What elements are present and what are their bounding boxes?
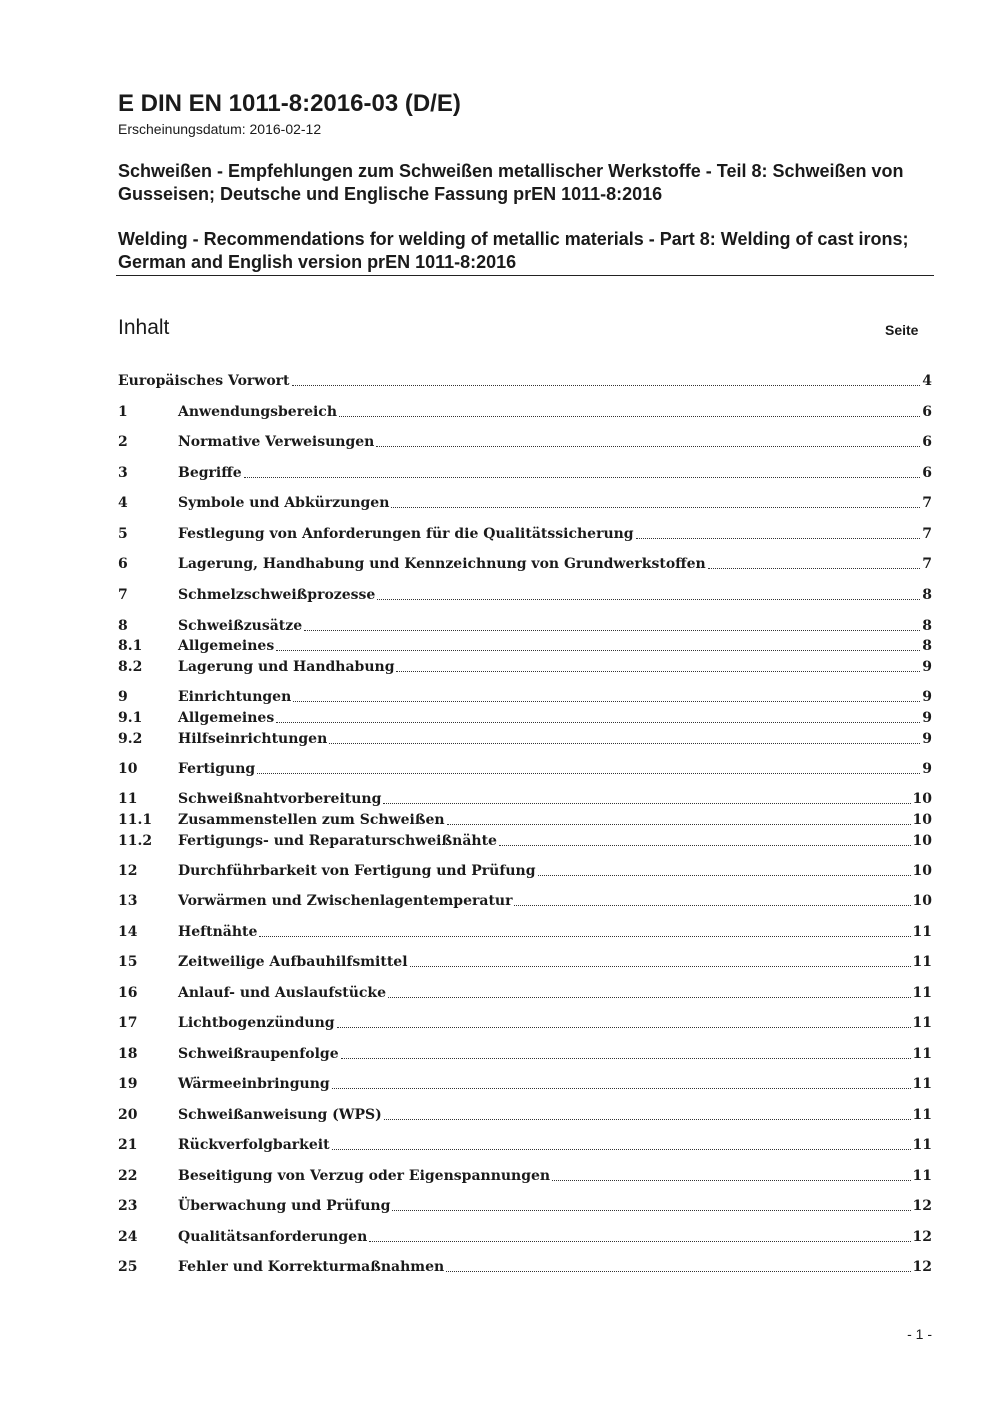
toc-entry-page: 12 (912, 1229, 932, 1245)
toc-leader-dots (293, 700, 920, 702)
toc-entry-title: Zeitweilige Aufbauhilfsmittel (178, 954, 408, 970)
toc-entry-page: 4 (922, 373, 932, 389)
toc-entry-title: Schweißraupenfolge (178, 1046, 339, 1062)
toc-entry-page: 10 (912, 812, 932, 828)
toc-entry-title: Einrichtungen (178, 689, 292, 705)
toc-leader-dots (304, 629, 920, 631)
toc-entry-number: 24 (118, 1229, 138, 1245)
toc-entry[interactable] (118, 759, 932, 779)
toc-leader-dots (337, 1026, 911, 1028)
toc-entry-page: 11 (912, 985, 932, 1001)
toc-entry[interactable] (118, 1105, 932, 1125)
toc-entry-page: 10 (912, 833, 932, 849)
toc-entry-page: 10 (912, 893, 932, 909)
toc-entry-page: 7 (922, 556, 932, 572)
toc-entry-number: 6 (118, 556, 128, 572)
toc-entry-page: 7 (922, 495, 932, 511)
toc-entry-number: 15 (118, 954, 138, 970)
toc-leader-dots (388, 996, 911, 998)
toc-leader-dots (259, 935, 910, 937)
toc-leader-dots (391, 506, 920, 508)
toc-entry-number: 2 (118, 434, 128, 450)
toc-leader-dots (332, 1148, 911, 1150)
toc-entry-number: 4 (118, 495, 128, 511)
toc-entry-page: 9 (922, 761, 932, 777)
toc-entry-page: 11 (912, 1107, 932, 1123)
toc-entry-number: 14 (118, 924, 138, 940)
toc-entry-title: Beseitigung von Verzug oder Eigenspannungen (178, 1168, 551, 1184)
toc-entry[interactable] (118, 983, 932, 1003)
toc-entry-title: Anwendungsbereich (178, 404, 337, 420)
toc-entry-number: 13 (118, 893, 138, 909)
toc-leader-dots (276, 721, 920, 723)
toc-entry[interactable] (118, 1196, 932, 1216)
toc-entry-title: Allgemeines (178, 638, 275, 654)
toc-entry[interactable] (118, 1013, 932, 1033)
toc-leader-dots (329, 742, 920, 744)
toc-entry-page: 6 (922, 434, 932, 450)
toc-entry-page: 10 (912, 863, 932, 879)
toc-entry-page: 9 (922, 710, 932, 726)
toc-entry-page: 8 (922, 638, 932, 654)
toc-entry-number: 16 (118, 985, 138, 1001)
toc-entry-page: 8 (922, 618, 932, 634)
toc-entry[interactable] (118, 493, 932, 513)
toc-leader-dots (292, 384, 921, 386)
toc-entry-number: 19 (118, 1076, 138, 1092)
toc-entry-title: Vorwärmen und Zwischenlagentemperatur (178, 893, 513, 909)
toc-leader-dots (636, 537, 921, 539)
toc-entry-number: 7 (118, 587, 128, 603)
toc-entry-number: 18 (118, 1046, 138, 1062)
toc-entry-page: 6 (922, 465, 932, 481)
toc-entry-number: 10 (118, 761, 138, 777)
toc-leader-dots (538, 874, 911, 876)
toc-leader-dots (392, 1209, 910, 1211)
toc-leader-dots (276, 649, 920, 651)
toc-entry-page: 10 (912, 791, 932, 807)
toc-entry-title: Europäisches Vorwort (118, 373, 290, 389)
toc-entry-page: 11 (912, 924, 932, 940)
publication-date: Erscheinungsdatum: 2016-02-12 (118, 121, 322, 137)
toc-entry-title: Zusammenstellen zum Schweißen (178, 812, 445, 828)
toc-entry-page: 12 (912, 1259, 932, 1275)
toc-leader-dots (257, 772, 920, 774)
toc-entry-page: 11 (912, 954, 932, 970)
toc-entry-page: 11 (912, 1015, 932, 1031)
toc-entry-number: 11.1 (118, 812, 153, 828)
toc-heading: Inhalt (118, 316, 170, 339)
toc-leader-dots (376, 445, 920, 447)
toc-entry[interactable] (118, 657, 932, 677)
toc-entry[interactable] (118, 952, 932, 972)
toc-entry[interactable] (118, 524, 932, 544)
toc-entry-number: 11.2 (118, 833, 153, 849)
toc-leader-dots (552, 1179, 910, 1181)
toc-entry[interactable] (118, 687, 932, 707)
toc-entry[interactable] (118, 616, 932, 636)
toc-entry-page: 9 (922, 689, 932, 705)
toc-entry-title: Hilfseinrichtungen (178, 731, 328, 747)
toc-entry-number: 20 (118, 1107, 138, 1123)
toc-entry-page: 11 (912, 1046, 932, 1062)
toc-leader-dots (377, 598, 920, 600)
toc-entry-number: 21 (118, 1137, 138, 1153)
toc-page-column-label: Seite (885, 322, 919, 338)
toc-leader-dots (341, 1057, 911, 1059)
toc-entry-title: Anlauf- und Auslaufstücke (178, 985, 387, 1001)
title-german: Schweißen - Empfehlungen zum Schweißen metallischer Werkstoffe - Teil 8: Schweißen von Gusseisen; Deutsche und Englische Fassung prEN 1011-8:2016 (118, 161, 904, 204)
toc-leader-dots (446, 1270, 910, 1272)
toc-leader-dots (244, 476, 921, 478)
toc-leader-dots (410, 965, 911, 967)
toc-entry[interactable] (118, 1166, 932, 1186)
toc-entry-title: Begriffe (178, 465, 242, 481)
toc-entry-title: Lagerung, Handhabung und Kennzeichnung von Grundwerkstoffen (178, 556, 706, 572)
toc-leader-dots (383, 802, 910, 804)
toc-leader-dots (369, 1240, 910, 1242)
toc-entry-page: 11 (912, 1168, 932, 1184)
toc-leader-dots (499, 844, 911, 846)
toc-entry-title: Qualitätsanforderungen (178, 1229, 368, 1245)
toc-entry[interactable] (118, 432, 932, 452)
toc-entry-title: Schweißzusätze (178, 618, 303, 634)
title-english: Welding - Recommendations for welding of metallic materials - Part 8: Welding of cast irons; German and English version prEN 1011-8:2016 (118, 229, 909, 272)
toc-entry-title: Fertigung (178, 761, 256, 777)
toc-entry-title: Allgemeines (178, 710, 275, 726)
toc-entry[interactable] (118, 831, 932, 851)
toc-entry-page: 9 (922, 659, 932, 675)
toc-entry-title: Normative Verweisungen (178, 434, 375, 450)
toc-entry[interactable] (118, 861, 932, 881)
toc-entry[interactable] (118, 371, 932, 391)
toc-entry-number: 8.2 (118, 659, 143, 675)
toc-entry-number: 17 (118, 1015, 138, 1031)
toc-entry-number: 11 (118, 791, 138, 807)
toc-entry-page: 12 (912, 1198, 932, 1214)
page-number: - 1 - (907, 1326, 932, 1342)
toc-leader-dots (396, 670, 920, 672)
toc-leader-dots (332, 1087, 911, 1089)
toc-entry[interactable] (118, 1135, 932, 1155)
toc-entry-title: Lichtbogenzündung (178, 1015, 335, 1031)
toc-entry-title: Heftnähte (178, 924, 258, 940)
toc-entry-page: 8 (922, 587, 932, 603)
toc-entry[interactable] (118, 636, 932, 656)
toc-entry-page: 11 (912, 1137, 932, 1153)
toc-entry-number: 25 (118, 1259, 138, 1275)
toc-leader-dots (708, 567, 921, 569)
toc-entry-number: 9 (118, 689, 128, 705)
toc-entry-page: 6 (922, 404, 932, 420)
toc-entry-number: 23 (118, 1198, 138, 1214)
toc-entry-page: 9 (922, 731, 932, 747)
toc-entry[interactable] (118, 402, 932, 422)
toc-entry-title: Fertigungs- und Reparaturschweißnähte (178, 833, 497, 849)
toc-entry[interactable] (118, 1257, 932, 1277)
toc-entry-title: Fehler und Korrekturmaßnahmen (178, 1259, 445, 1275)
toc-entry[interactable] (118, 891, 932, 911)
toc-entry-number: 12 (118, 863, 138, 879)
toc-leader-dots (447, 823, 911, 825)
toc-entry-page: 7 (922, 526, 932, 542)
toc-entry-title: Rückverfolgbarkeit (178, 1137, 330, 1153)
toc-entry-number: 3 (118, 465, 128, 481)
toc-entry-page: 11 (912, 1076, 932, 1092)
toc-entry[interactable] (118, 554, 932, 574)
toc-entry-title: Durchführbarkeit von Fertigung und Prüfung (178, 863, 536, 879)
toc-entry-title: Lagerung und Handhabung (178, 659, 395, 675)
toc-entry[interactable] (118, 1044, 932, 1064)
toc-entry-number: 8.1 (118, 638, 143, 654)
toc-leader-dots (339, 415, 920, 417)
toc-leader-dots (514, 904, 910, 906)
toc-entry[interactable] (118, 585, 932, 605)
toc-leader-dots (384, 1118, 911, 1120)
toc-entry[interactable] (118, 708, 932, 728)
toc-entry-title: Schweißnahtvorbereitung (178, 791, 382, 807)
toc-entry[interactable] (118, 1074, 932, 1094)
toc-entry[interactable] (118, 463, 932, 483)
toc-entry[interactable] (118, 729, 932, 749)
header-divider (116, 275, 934, 276)
toc-entry-title: Überwachung und Prüfung (178, 1198, 391, 1214)
toc-entry-title: Wärmeeinbringung (178, 1076, 330, 1092)
toc-entry-title: Festlegung von Anforderungen für die Qualitätssicherung (178, 526, 634, 542)
toc-entry-number: 9.2 (118, 731, 143, 747)
toc-entry-title: Schweißanweisung (WPS) (178, 1107, 382, 1123)
toc-entry-title: Schmelzschweißprozesse (178, 587, 376, 603)
toc-entry-number: 1 (118, 404, 128, 420)
toc-entry[interactable] (118, 810, 932, 830)
toc-entry-number: 5 (118, 526, 128, 542)
document-title: E DIN EN 1011-8:2016-03 (D/E) (118, 90, 461, 117)
toc-entry-title: Symbole und Abkürzungen (178, 495, 390, 511)
toc-entry-number: 22 (118, 1168, 138, 1184)
toc-entry[interactable] (118, 922, 932, 942)
toc-entry-number: 9.1 (118, 710, 143, 726)
toc-entry-number: 8 (118, 618, 128, 634)
toc-entry[interactable] (118, 789, 932, 809)
toc-entry[interactable] (118, 1227, 932, 1247)
